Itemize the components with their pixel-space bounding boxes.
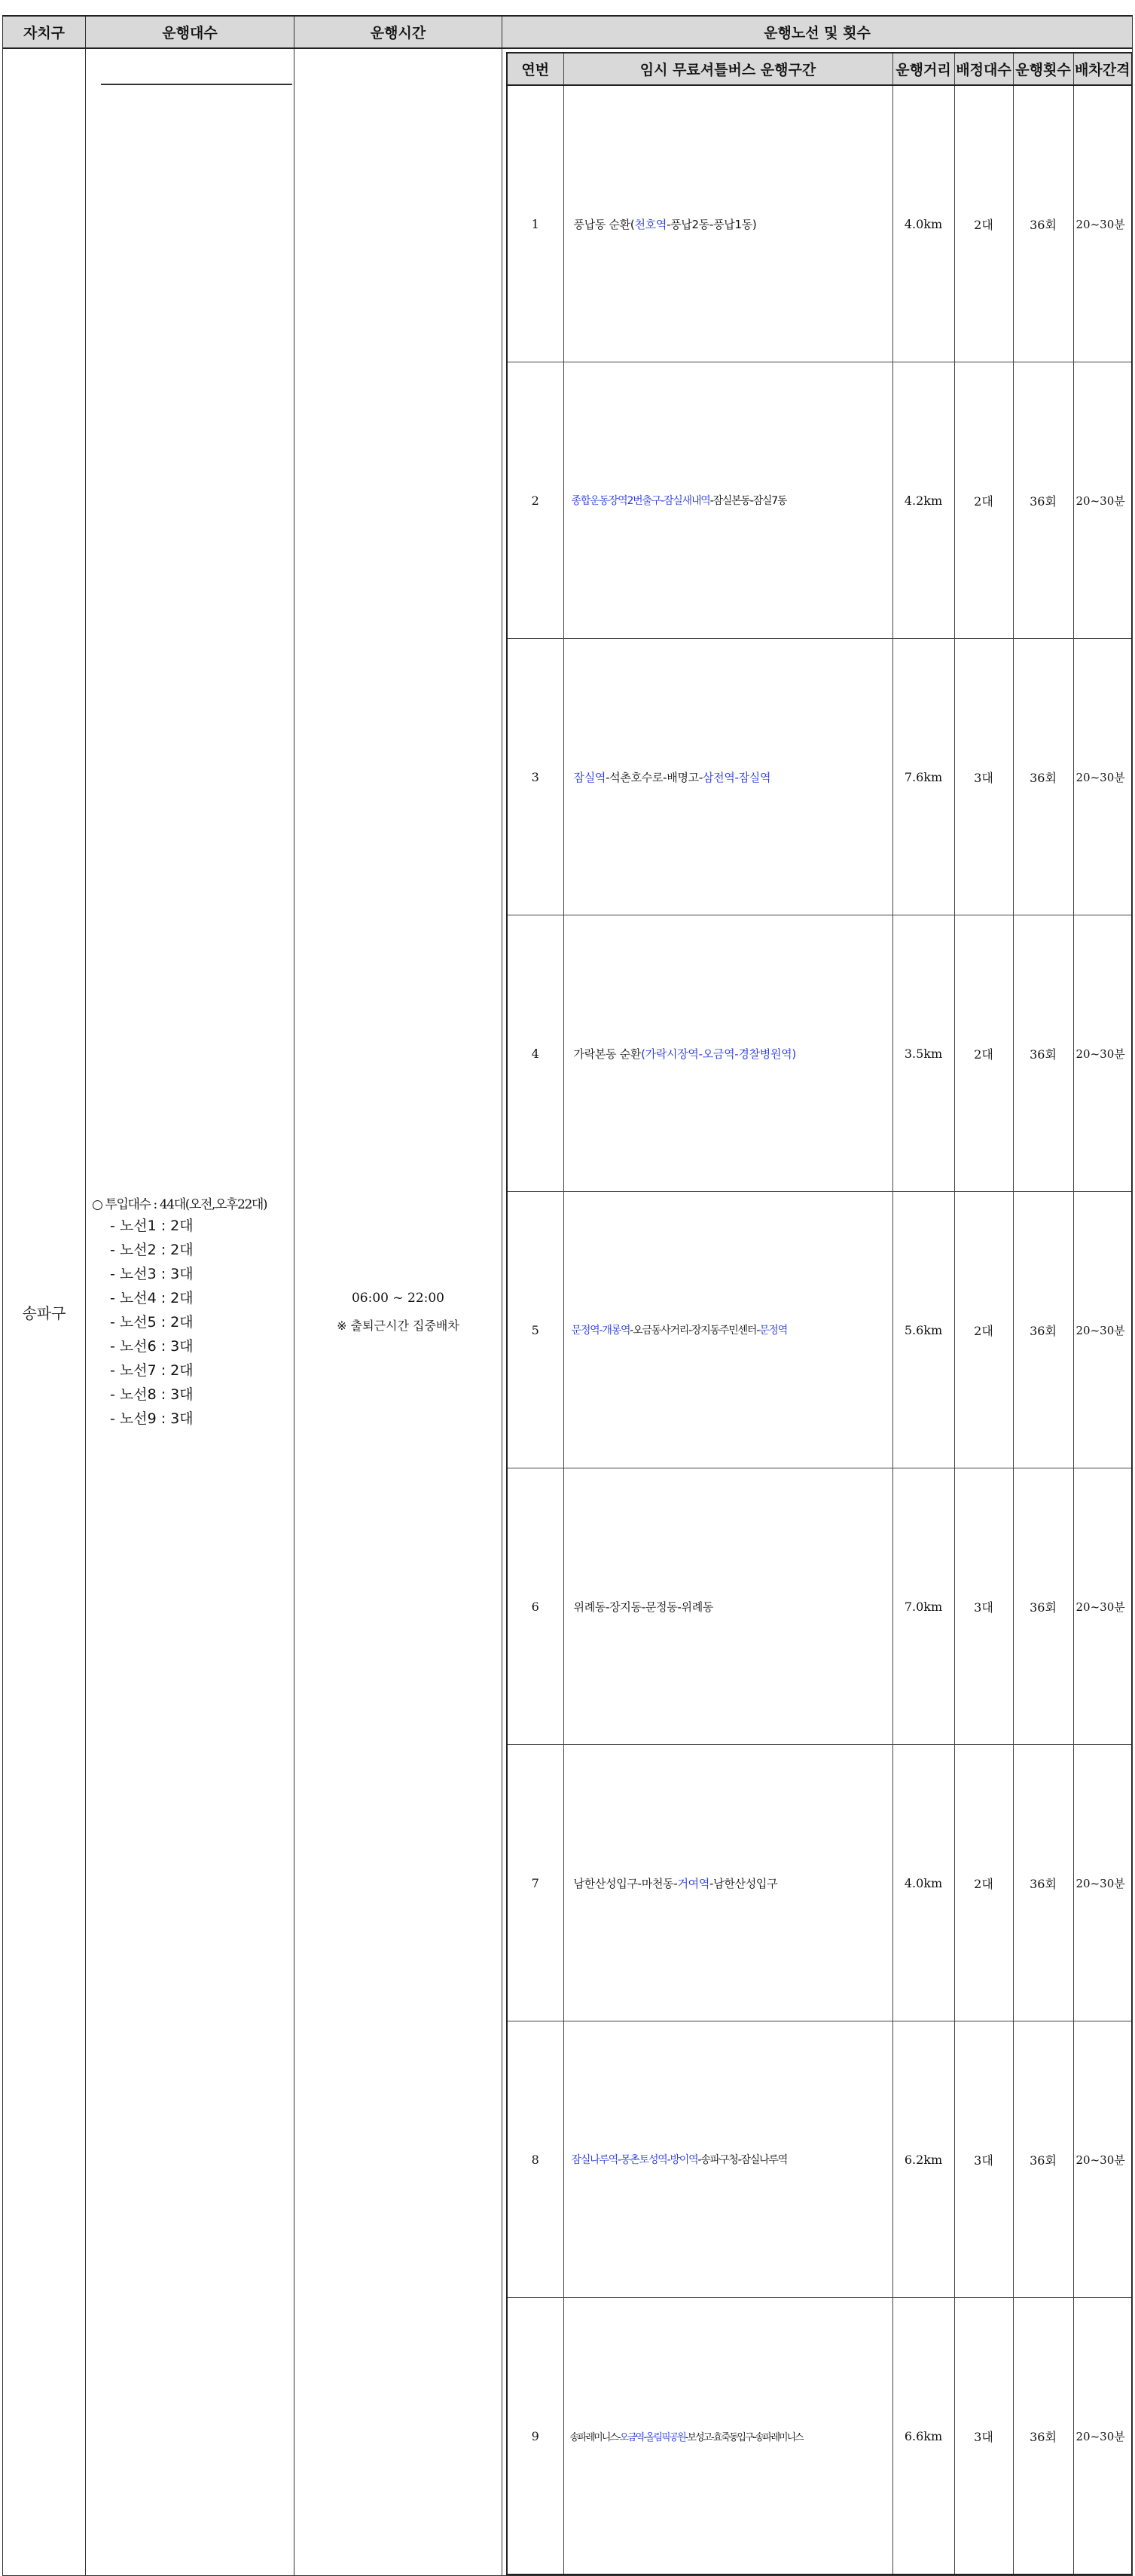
route-distance: 3.5km — [892, 915, 954, 1192]
route-segment-text: -송파구청-잠실나루역 — [697, 2154, 788, 2166]
route-number: 3 — [507, 639, 563, 915]
route-buses: 2대 — [954, 915, 1013, 1192]
header-vehicle-count: 운행대수 — [86, 16, 294, 48]
route-row — [507, 1468, 1132, 1745]
route-segment-text: -오금동사거리-장지동주민센터- — [630, 1325, 760, 1337]
station-highlight: 문정역 — [759, 1325, 788, 1337]
route-interval: 20~30분 — [1073, 1192, 1132, 1468]
route-distance: 4.2km — [892, 362, 954, 639]
route-buses: 2대 — [954, 85, 1013, 362]
route-segment — [563, 2021, 892, 2298]
route-row — [507, 2298, 1132, 2575]
header-routes-and-trips: 운행노선 및 횟수 — [502, 16, 1133, 48]
col-header-buses: 배정대수 — [954, 53, 1013, 85]
route-interval: 20~30분 — [1073, 639, 1132, 915]
col-header-segment: 임시 무료셔틀버스 운행구간 — [563, 53, 892, 85]
route-trips: 36회 — [1013, 362, 1073, 639]
route-vehicle-item: - 노선8 : 3대 — [110, 1386, 194, 1403]
route-interval: 20~30분 — [1073, 362, 1132, 639]
route-number: 1 — [507, 85, 563, 362]
route-interval: 20~30분 — [1073, 1468, 1132, 1745]
route-segment-text: -잠실본동-잠실7동 — [709, 495, 787, 507]
operating-hours-range: 06:00 ~ 22:00 — [351, 1291, 445, 1306]
header-district: 자치구 — [3, 16, 86, 48]
route-segment-text: 가락본동 순환 — [573, 1047, 642, 1061]
route-buses: 2대 — [954, 1745, 1013, 2021]
route-vehicle-item: - 노선9 : 3대 — [110, 1410, 194, 1427]
operating-hours-cell — [294, 48, 502, 2576]
route-interval: 20~30분 — [1073, 2021, 1132, 2298]
route-detail-header-row — [507, 53, 1132, 85]
col-header-interval: 배차간격 — [1073, 53, 1132, 85]
route-trips: 36회 — [1013, 2021, 1073, 2298]
route-segment-text: -석촌호수로-배명고- — [606, 770, 703, 784]
route-buses: 3대 — [954, 2021, 1013, 2298]
route-trips: 36회 — [1013, 639, 1073, 915]
route-distance: 4.0km — [892, 85, 954, 362]
route-segment-text: -남한산성입구 — [709, 1876, 778, 1890]
route-distance: 6.2km — [892, 2021, 954, 2298]
route-segment — [563, 1192, 892, 1468]
route-detail-body — [507, 85, 1132, 2574]
route-interval: 20~30분 — [1073, 1745, 1132, 2021]
station-highlight: 종합운동장역2번출구-잠실새내역 — [571, 495, 710, 507]
shuttle-schedule-table — [2, 15, 1133, 2576]
route-segment — [563, 2298, 892, 2575]
route-distance: 6.6km — [892, 2298, 954, 2575]
route-segment — [563, 362, 892, 639]
route-trips: 36회 — [1013, 2298, 1073, 2575]
route-buses: 2대 — [954, 1192, 1013, 1468]
station-highlight: (가락시장역-오금역-경찰병원역) — [641, 1047, 796, 1061]
route-vehicle-item: - 노선7 : 2대 — [110, 1362, 194, 1379]
station-highlight: 삼전역-잠실역 — [702, 770, 771, 784]
station-highlight: 잠실나루역-몽촌토성역-방이역 — [571, 2154, 698, 2166]
route-vehicle-item: - 노선1 : 2대 — [110, 1218, 194, 1234]
route-segment-text: 풍납동 순환( — [573, 217, 635, 231]
route-distance: 7.6km — [892, 639, 954, 915]
route-trips: 36회 — [1013, 1745, 1073, 2021]
station-highlight: 문정역-개롱역 — [571, 1325, 630, 1337]
station-highlight: 천호역 — [634, 217, 667, 231]
route-row — [507, 915, 1132, 1192]
col-header-distance: 운행거리 — [892, 53, 954, 85]
route-vehicle-item: - 노선3 : 3대 — [110, 1266, 194, 1282]
route-row — [507, 85, 1132, 362]
route-distance: 7.0km — [892, 1468, 954, 1745]
route-number: 5 — [507, 1192, 563, 1468]
district-row — [3, 48, 1133, 2576]
route-row — [507, 362, 1132, 639]
route-number: 7 — [507, 1745, 563, 2021]
header-operating-hours: 운행시간 — [294, 16, 502, 48]
operating-hours-note: ※ 출퇴근시간 집중배차 — [337, 1319, 459, 1333]
route-number: 6 — [507, 1468, 563, 1745]
station-highlight: 거여역 — [677, 1876, 710, 1890]
route-segment — [563, 915, 892, 1192]
district-name: 송파구 — [3, 48, 86, 2576]
route-buses: 3대 — [954, 639, 1013, 915]
route-segment-text: 위례동-장지동-문정동-위례동 — [573, 1600, 714, 1614]
route-row — [507, 1192, 1132, 1468]
station-highlight: 오금역-올림픽공원 — [619, 2431, 685, 2443]
route-segment-text: -보성고-효죽동입구-송파레미니스 — [685, 2431, 803, 2443]
routes-cell — [502, 48, 1133, 2576]
route-buses: 2대 — [954, 362, 1013, 639]
route-distance: 4.0km — [892, 1745, 954, 2021]
route-detail-table — [506, 52, 1133, 2575]
route-number: 4 — [507, 915, 563, 1192]
route-vehicle-item: - 노선5 : 2대 — [110, 1314, 194, 1331]
route-segment-text: 남한산성입구-마천동- — [573, 1876, 678, 1890]
vehicle-count-heading: ○ 투입대수 : 44대(오전,오후22대) — [92, 1197, 267, 1212]
heading-underline — [101, 84, 292, 85]
route-interval: 20~30분 — [1073, 915, 1132, 1192]
route-trips: 36회 — [1013, 1192, 1073, 1468]
route-buses: 3대 — [954, 1468, 1013, 1745]
route-segment — [563, 1468, 892, 1745]
route-buses: 3대 — [954, 2298, 1013, 2575]
route-trips: 36회 — [1013, 85, 1073, 362]
route-distance: 5.6km — [892, 1192, 954, 1468]
route-vehicle-list — [92, 1214, 294, 1431]
route-vehicle-item: - 노선6 : 3대 — [110, 1338, 194, 1355]
route-segment — [563, 1745, 892, 2021]
route-vehicle-item: - 노선4 : 2대 — [110, 1290, 194, 1306]
station-highlight: 잠실역 — [573, 770, 606, 784]
vehicle-count-cell — [86, 48, 294, 2576]
route-interval: 20~30분 — [1073, 2298, 1132, 2575]
route-segment — [563, 85, 892, 362]
route-row — [507, 639, 1132, 915]
route-segment-text: 송파레미니스- — [569, 2431, 620, 2443]
route-segment-text: -풍납2동-풍납1동) — [667, 217, 757, 231]
route-trips: 36회 — [1013, 1468, 1073, 1745]
route-number: 8 — [507, 2021, 563, 2298]
route-segment — [563, 639, 892, 915]
header-row — [3, 16, 1133, 48]
route-vehicle-item: - 노선2 : 2대 — [110, 1242, 194, 1258]
route-number: 2 — [507, 362, 563, 639]
col-header-no: 연번 — [507, 53, 563, 85]
route-trips: 36회 — [1013, 915, 1073, 1192]
route-number: 9 — [507, 2298, 563, 2575]
col-header-trips: 운행횟수 — [1013, 53, 1073, 85]
route-row — [507, 2021, 1132, 2298]
route-row — [507, 1745, 1132, 2021]
route-interval: 20~30분 — [1073, 85, 1132, 362]
